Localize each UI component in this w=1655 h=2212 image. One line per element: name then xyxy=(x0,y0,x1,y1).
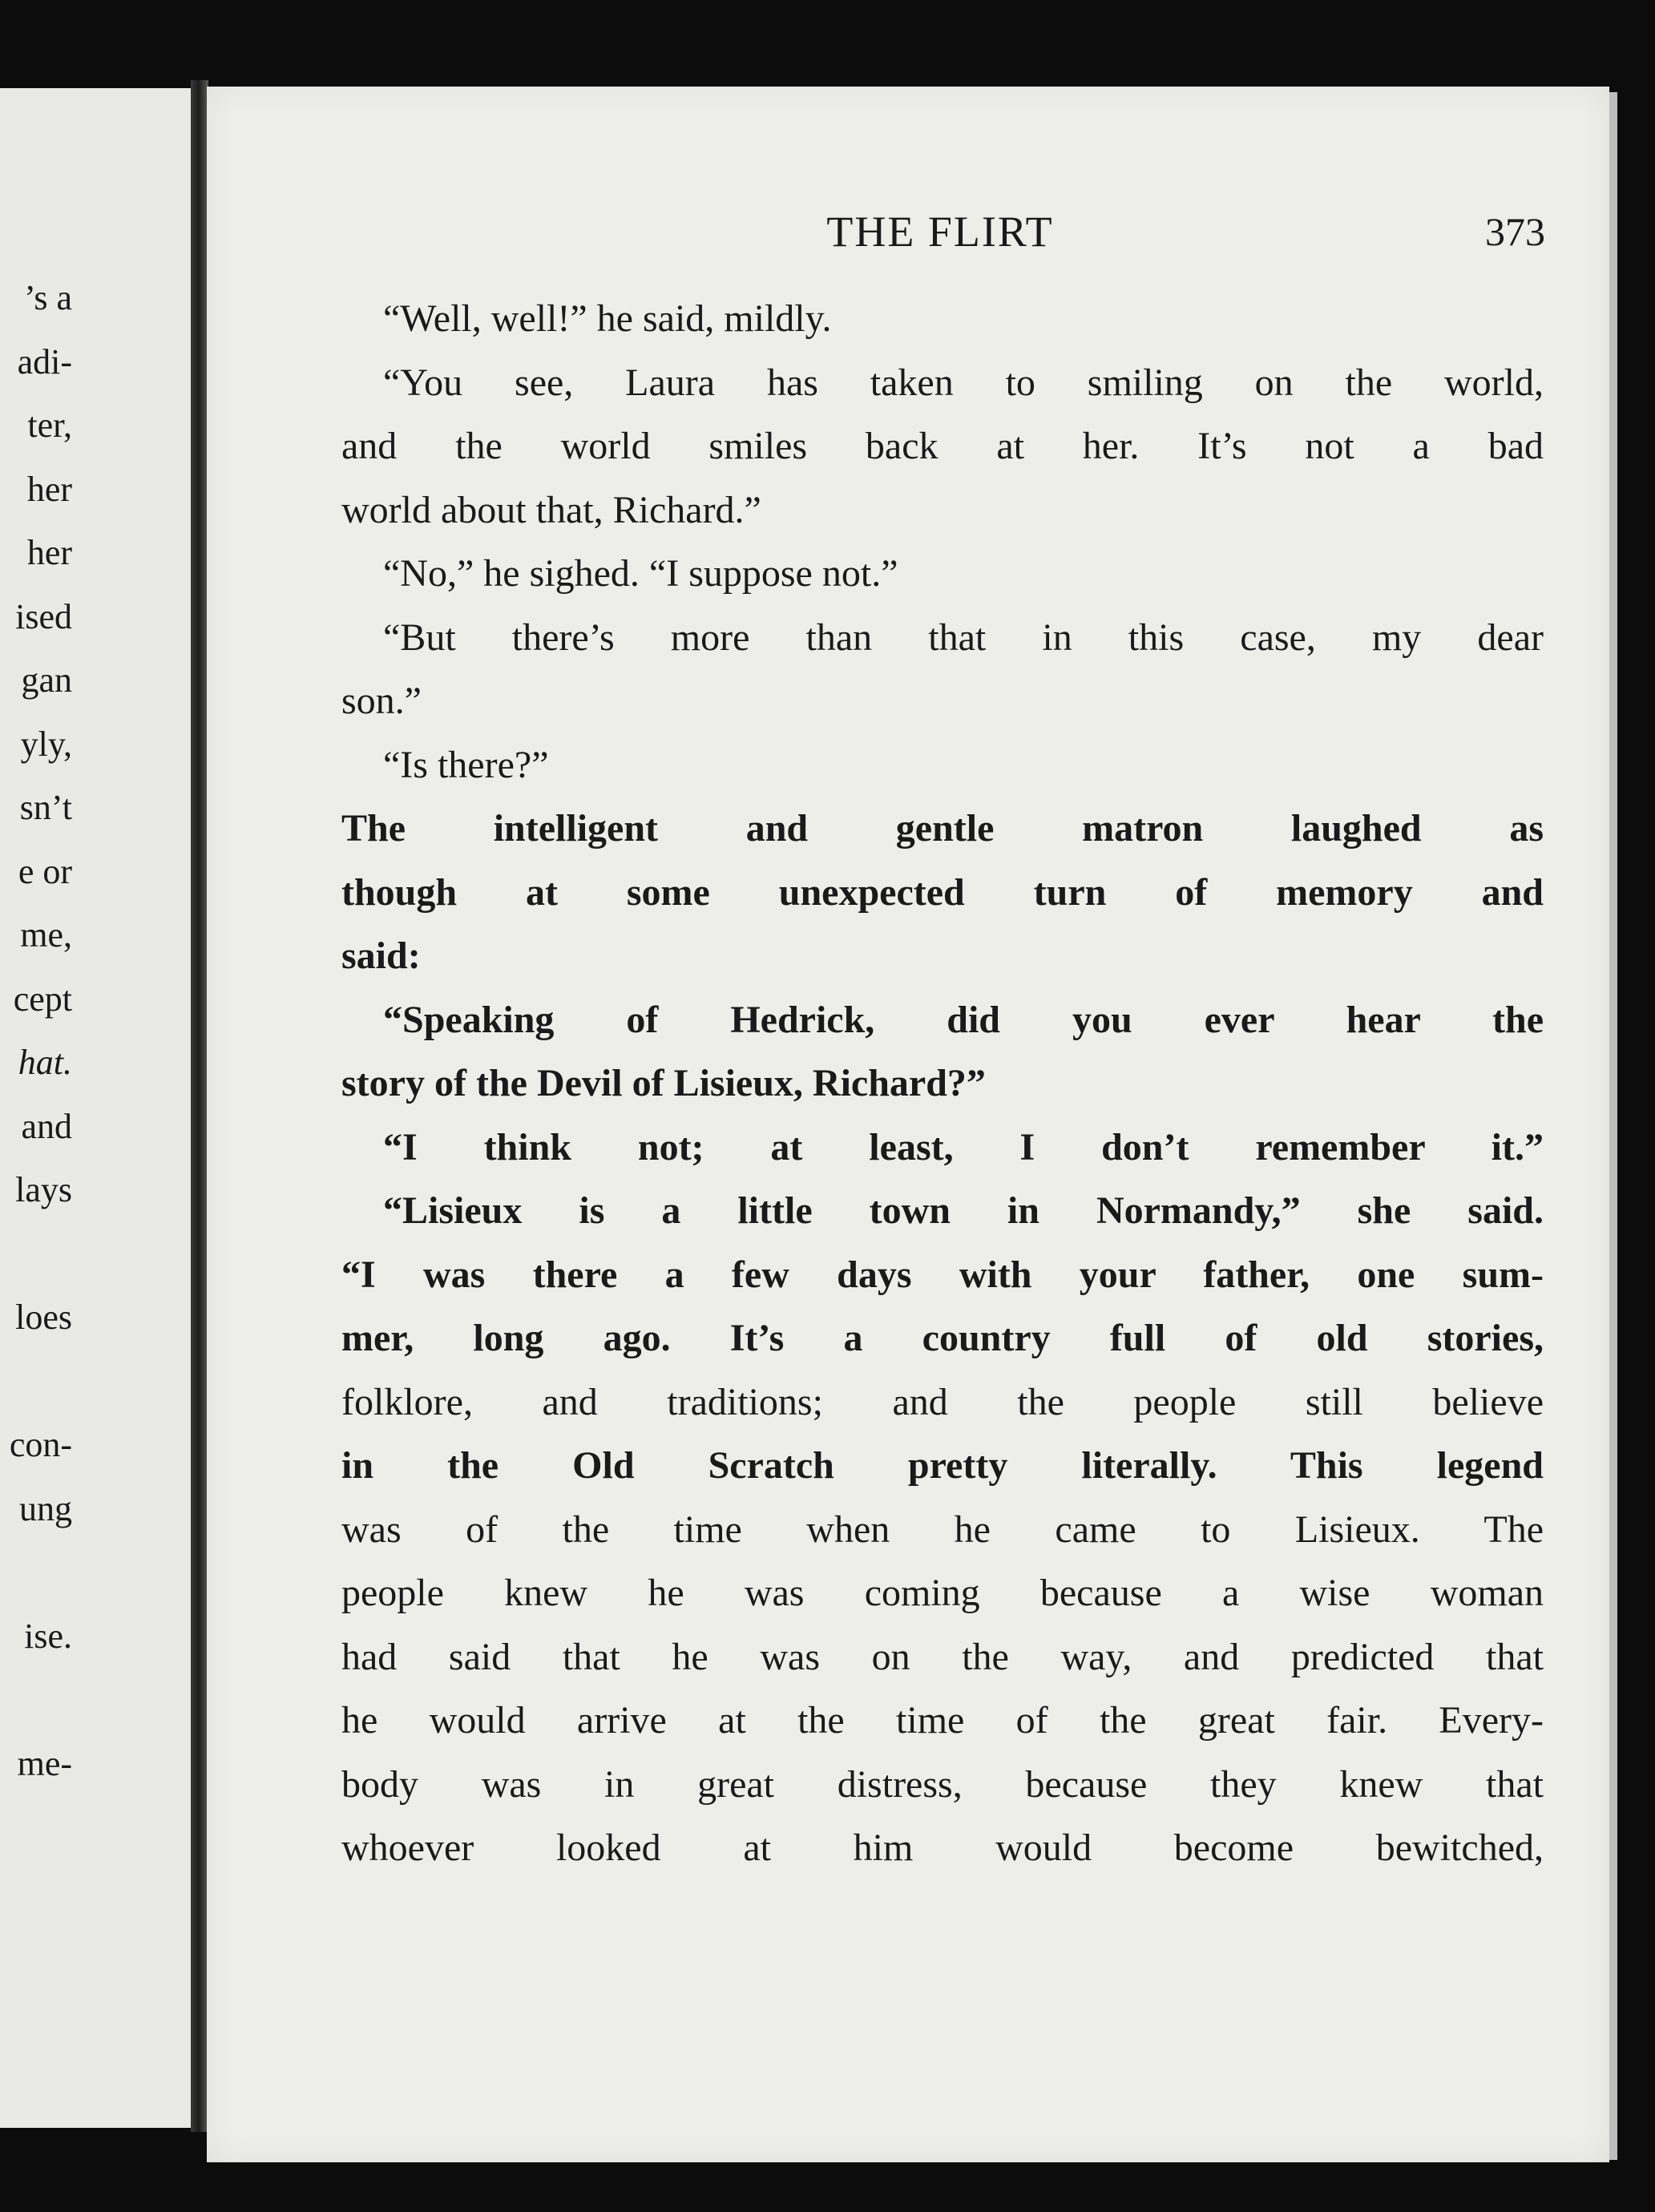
fragment-line: lays xyxy=(15,1170,72,1209)
text-line: folklore, and traditions; and the people still believe xyxy=(341,1380,1544,1423)
page-body-text xyxy=(341,287,1544,1880)
text-line: whoever looked at him would become bewitched, xyxy=(341,1827,1544,1869)
text-line: “I was there a few days with your father, one sum- xyxy=(341,1253,1544,1296)
page-number: 373 xyxy=(1485,209,1545,254)
text-line: “Well, well!” he said, mildly. xyxy=(383,297,832,340)
text-line: “I think not; at least, I don’t remember it.” xyxy=(383,1125,1544,1169)
fragment-line: con- xyxy=(9,1425,72,1464)
fragment-line: ung xyxy=(19,1489,72,1528)
text-line: he would arrive at the time of the great fair. Every- xyxy=(341,1699,1544,1742)
book-page xyxy=(207,87,1609,2162)
fragment-line: ter, xyxy=(27,406,72,445)
text-line: body was in great distress, because they knew that xyxy=(341,1762,1544,1806)
fragment-line: loes xyxy=(15,1298,72,1337)
fragment-line: adi- xyxy=(17,342,72,381)
fragment-line: ’s a xyxy=(24,278,72,317)
text-line: said: xyxy=(341,934,421,977)
fragment-line: yly, xyxy=(20,725,72,764)
fragment-line: sn’t xyxy=(19,788,72,827)
text-line: was of the time when he came to Lisieux. The xyxy=(341,1508,1544,1551)
text-line: and the world smiles back at her. It’s not a bad xyxy=(341,425,1544,467)
text-line: “Lisieux is a little town in Normandy,” she said. xyxy=(383,1189,1544,1232)
running-title: THE FLIRT xyxy=(826,208,1054,256)
fragment-line: ised xyxy=(15,597,72,636)
text-line: “Is there?” xyxy=(383,743,549,786)
page-edge xyxy=(1609,92,1617,2160)
text-line: mer, long ago. It’s a country full of old stories, xyxy=(341,1317,1544,1359)
text-line: in the Old Scratch pretty literally. This legend xyxy=(341,1444,1544,1487)
fragment-line: cept xyxy=(13,979,72,1019)
text-line: “But there’s more than that in this case, my dear xyxy=(383,616,1544,659)
text-line: people knew he was coming because a wise woman xyxy=(341,1572,1544,1614)
text-line: though at some unexpected turn of memory and xyxy=(341,870,1544,914)
running-header xyxy=(335,207,1545,263)
text-line: son.” xyxy=(341,680,422,722)
book-gutter xyxy=(191,80,208,2132)
fragment-line: her xyxy=(26,533,72,572)
fragment-line: me- xyxy=(17,1744,72,1783)
text-line: had said that he was on the way, and predicted that xyxy=(341,1635,1544,1678)
fragment-line: e or xyxy=(18,852,72,891)
fragment-line: hat. xyxy=(18,1043,72,1082)
fragment-line: gan xyxy=(21,660,72,700)
text-line: story of the Devil of Lisieux, Richard?” xyxy=(341,1062,986,1104)
previous-page-fragment xyxy=(0,88,191,2128)
text-line: “Speaking of Hedrick, did you ever hear the xyxy=(383,998,1544,1041)
fragment-line: her xyxy=(26,470,72,509)
fragment-line: and xyxy=(21,1107,72,1146)
text-line: world about that, Richard.” xyxy=(341,488,761,531)
text-line: “No,” he sighed. “I suppose not.” xyxy=(383,552,898,595)
text-line: “You see, Laura has taken to smiling on the world, xyxy=(383,361,1544,404)
fragment-line: me, xyxy=(20,915,72,955)
fragment-line: ise. xyxy=(24,1617,72,1656)
text-line: The intelligent and gentle matron laughed as xyxy=(341,807,1544,850)
